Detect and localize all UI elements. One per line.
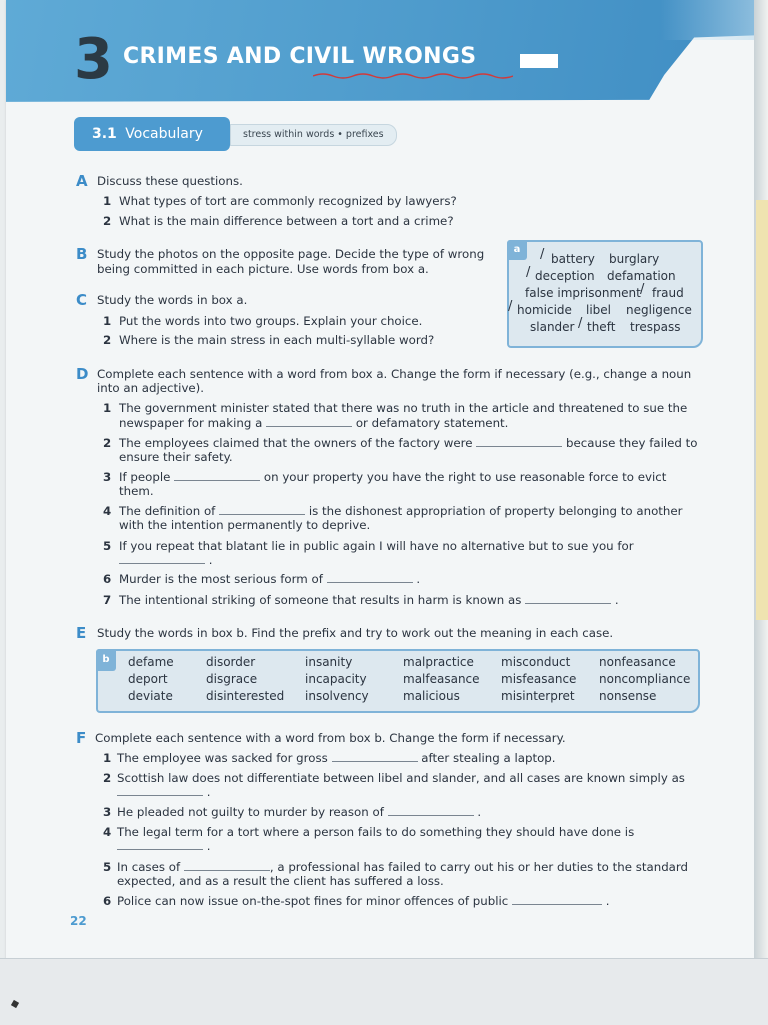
exercise-d-line: into an adjective).	[97, 381, 205, 395]
box-word: insanity	[305, 655, 353, 669]
answer-blank[interactable]	[525, 593, 611, 604]
question-text: If you repeat that blatant lie in public again I will have no alternative but to sue you for	[119, 539, 634, 553]
question-text-part: The definition of	[119, 504, 216, 518]
question-text: The legal term for a tort where a person fails to do something they should have done is	[117, 825, 635, 839]
handwritten-underline	[313, 72, 513, 80]
box-word: disorder	[206, 655, 256, 669]
question-number: 3	[103, 805, 112, 819]
exercise-d-line: Complete each sentence with a word from box a. Change the form if necessary (e.g., change a noun	[97, 367, 692, 381]
exercise-b-letter: B	[76, 245, 88, 263]
answer-blank[interactable]	[332, 751, 418, 762]
box-word: fraud	[652, 286, 684, 300]
exercise-b-line: Study the photos on the opposite page. Decide the type of wrong	[97, 247, 485, 261]
question-text: The government minister stated that there was no truth in the article and threatened to sue the	[119, 401, 688, 415]
question-text: them.	[119, 484, 154, 498]
question-text: Scottish law does not differentiate between libel and slander, and all cases are known simply as	[117, 771, 685, 785]
box-word: misfeasance	[501, 672, 577, 686]
box-word: misinterpret	[501, 689, 575, 703]
question-text-part: Murder is the most serious form of	[119, 572, 323, 586]
answer-blank[interactable]	[119, 553, 205, 564]
answer-blank[interactable]	[117, 785, 203, 796]
question-number: 6	[103, 894, 112, 908]
box-b-label: b	[96, 649, 116, 671]
question-text-part: or defamatory statement.	[355, 416, 509, 430]
question-text-part: on your property you have the right to use reasonable force to evict	[263, 470, 667, 484]
page-number: 22	[70, 914, 87, 928]
box-word: negligence	[626, 303, 692, 317]
question-text-part: The employees claimed that the owners of the factory were	[119, 436, 473, 450]
scan-background	[0, 958, 768, 1025]
box-word: disinterested	[206, 689, 285, 703]
exercise-e-instruction: Study the words in box b. Find the prefix and try to work out the meaning in each case.	[97, 626, 614, 640]
question-text-part: newspaper for making a	[119, 416, 263, 430]
box-word: theft	[587, 320, 616, 334]
facing-page-edge	[756, 200, 768, 620]
box-word: malicious	[403, 689, 460, 703]
question-text-part: is the dishonest appropriation of property belonging to another	[308, 504, 683, 518]
word-box-a	[507, 240, 703, 348]
banner-highlight	[660, 0, 754, 40]
scan-speck	[11, 1000, 19, 1008]
answer-blank[interactable]	[476, 436, 562, 447]
question-text	[119, 436, 697, 451]
question-number: 6	[103, 572, 112, 586]
exercise-d-letter: D	[76, 365, 89, 383]
box-word: homicide	[517, 303, 572, 317]
question-text-part: He pleaded not guilty to murder by reason of	[117, 805, 384, 819]
question-text-part: Police can now issue on-the-spot fines for minor offences of public	[117, 894, 509, 908]
box-word: false imprisonment	[525, 286, 641, 300]
box-word: misconduct	[501, 655, 571, 669]
section-tag: stress within words • prefixes	[230, 124, 397, 146]
box-a-label: a	[507, 240, 527, 260]
question-number: 2	[103, 214, 112, 228]
exercise-a-instruction: Discuss these questions.	[97, 174, 243, 188]
question-number: 1	[103, 751, 112, 765]
question-text: Put the words into two groups. Explain your choice.	[119, 314, 423, 328]
answer-blank[interactable]	[266, 416, 352, 427]
box-word: disgrace	[206, 672, 258, 686]
title-highlight-box	[520, 54, 558, 68]
word-box-b	[96, 649, 700, 713]
question-number: 1	[103, 401, 112, 415]
exercise-e-letter: E	[76, 624, 87, 642]
pencil-tick: /	[578, 316, 583, 331]
box-word: insolvency	[305, 689, 369, 703]
box-word: deviate	[128, 689, 173, 703]
box-word: malpractice	[403, 655, 474, 669]
box-word: slander	[530, 320, 575, 334]
box-word: nonsense	[599, 689, 657, 703]
question-text-part: If people	[119, 470, 171, 484]
question-text-part: , a professional has failed to carry out his or her duties to the standard	[269, 860, 689, 874]
question-text: Police can now issue on-the-spot fines for minor offences of public .	[117, 894, 610, 908]
question-number: 5	[103, 860, 112, 874]
question-text-part: The intentional striking of someone that results in harm is known as	[119, 593, 522, 607]
question-text: What is the main difference between a tort and a crime?	[119, 214, 454, 228]
box-word: nonfeasance	[599, 655, 676, 669]
question-number: 3	[103, 470, 112, 484]
question-text: ensure their safety.	[119, 450, 233, 464]
box-word: defame	[128, 655, 174, 669]
exercise-f-letter: F	[76, 729, 87, 747]
question-text-part: In cases of	[117, 860, 181, 874]
box-word: defamation	[607, 269, 676, 283]
exercise-f-instruction: Complete each sentence with a word from box b. Change the form if necessary.	[95, 731, 566, 745]
answer-blank[interactable]	[174, 470, 260, 481]
box-word: deception	[535, 269, 595, 283]
box-word: burglary	[609, 252, 660, 266]
answer-blank[interactable]	[388, 805, 474, 816]
question-text	[119, 416, 508, 431]
question-text: .	[117, 839, 211, 854]
box-word: trespass	[630, 320, 681, 334]
question-text	[119, 470, 666, 485]
chapter-title: CRIMES AND CIVIL WRONGS	[123, 44, 477, 69]
exercise-c-instruction: Study the words in box a.	[97, 293, 248, 307]
question-text-part: because they failed to	[566, 436, 698, 450]
box-word: malfeasance	[403, 672, 480, 686]
question-number: 4	[103, 825, 112, 839]
question-text: .	[117, 785, 211, 800]
question-number: 7	[103, 593, 112, 607]
question-text: expected, and as a result the client has suffered a loss.	[117, 874, 444, 888]
question-text: The intentional striking of someone that results in harm is known as .	[119, 593, 619, 607]
pencil-tick: /	[508, 299, 513, 314]
exercise-b-line: being committed in each picture. Use words from box a.	[97, 262, 429, 276]
question-number: 5	[103, 539, 112, 553]
page-edge	[754, 0, 768, 960]
answer-blank[interactable]	[117, 839, 203, 850]
question-text	[117, 860, 688, 875]
answer-blank[interactable]	[512, 894, 602, 905]
pencil-tick: /	[540, 247, 545, 262]
question-number: 2	[103, 436, 112, 450]
question-text-part: after stealing a laptop.	[421, 751, 556, 765]
exercise-a-letter: A	[76, 172, 88, 190]
question-text: Where is the main stress in each multi-syllable word?	[119, 333, 435, 347]
section-name: Vocabulary	[125, 126, 203, 142]
question-text	[119, 504, 683, 519]
answer-blank[interactable]	[327, 572, 413, 583]
question-text: What types of tort are commonly recognized by lawyers?	[119, 194, 457, 208]
section-heading	[74, 117, 230, 151]
question-number: 1	[103, 314, 112, 328]
section-number: 3.1	[92, 126, 117, 142]
box-word: libel	[586, 303, 612, 317]
question-text: .	[119, 553, 213, 568]
question-number: 2	[103, 771, 112, 785]
answer-blank[interactable]	[219, 504, 305, 515]
question-text: Murder is the most serious form of .	[119, 572, 421, 586]
exercise-c-letter: C	[76, 291, 88, 309]
pencil-tick: /	[526, 265, 531, 280]
chapter-number: 3	[74, 27, 113, 92]
question-number: 2	[103, 333, 112, 347]
box-word: deport	[128, 672, 168, 686]
answer-blank[interactable]	[184, 860, 270, 871]
question-number: 1	[103, 194, 112, 208]
box-word: incapacity	[305, 672, 367, 686]
box-word: battery	[551, 252, 595, 266]
box-word: noncompliance	[599, 672, 691, 686]
question-text	[117, 751, 556, 766]
pencil-tick: /	[640, 282, 645, 297]
question-text: He pleaded not guilty to murder by reason of .	[117, 805, 482, 819]
question-number: 4	[103, 504, 112, 518]
question-text: with the intention permanently to deprive.	[119, 518, 371, 532]
question-text-part: The employee was sacked for gross	[117, 751, 328, 765]
